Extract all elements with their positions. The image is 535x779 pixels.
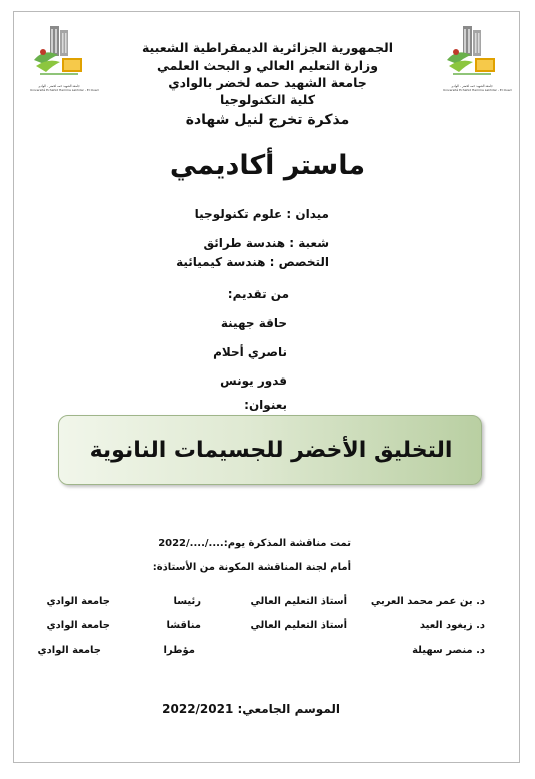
header-faculty: كلية التكنولوجيا [219, 92, 316, 107]
header-republic: الجمهورية الجزائرية الديمقراطية الشعبية [141, 40, 394, 55]
jury-2-rank: أستاذ التعليم العالي [250, 620, 347, 631]
header-university: جامعة الشهيد حمه لخضر بالوادي [168, 75, 367, 90]
jury-3-affiliation: جامعة الوادي [37, 645, 101, 656]
field-branch: شعبة : هندسة طرائق [203, 236, 329, 250]
thesis-type: مذكرة تخرج لنيل شهادة [185, 112, 350, 128]
author-3: قدور يونس [220, 374, 287, 388]
logo-caption-right: جامعة الشهيد حمه لخضر - الوادي Université Echahid Hamma Lakhdar - El Oued [443, 84, 512, 92]
jury-1-name: د. بن عمر محمد العربي [370, 596, 485, 607]
thesis-title: التخليق الأخضر للجسيمات النانوية [89, 438, 453, 463]
field-specialty: التخصص : هندسة كيميائية [176, 255, 329, 269]
jury-1-role: رئيسا [173, 596, 201, 607]
thesis-degree: ماستر أكاديمي [169, 150, 366, 181]
defense-date: تمت مناقشة المذكرة يوم:..../..../2022 [158, 538, 351, 549]
jury-2-name: د. زيغود العيد [419, 620, 485, 631]
academic-year: الموسم الجامعي: 2022/2021 [162, 702, 340, 716]
author-1: حاقة جهينة [220, 316, 287, 330]
thesis-title-box [58, 415, 482, 485]
author-2: ناصري أحلام [213, 345, 287, 359]
logo-caption-left: جامعة الشهيد حمه لخضر - الوادي Université Echahid Hamma Lakhdar - El Oued [30, 84, 99, 92]
authors-label: من تقديم: [227, 287, 289, 301]
jury-2-affiliation: جامعة الوادي [46, 620, 110, 631]
field-domain: ميدان : علوم تكنولوجيا [194, 207, 329, 221]
header-ministry: وزارة التعليم العالي و البحث العلمي [156, 58, 379, 73]
jury-1-affiliation: جامعة الوادي [46, 596, 110, 607]
jury-1-rank: أستاذ التعليم العالي [250, 596, 347, 607]
committee-line: أمام لجنة المناقشة المكونة من الأستاذة: [152, 562, 351, 573]
jury-3-role: مؤطرا [163, 645, 195, 656]
title-label: بعنوان: [244, 398, 287, 412]
jury-2-role: مناقشا [166, 620, 201, 631]
jury-3-name: د. منصر سهيلة [412, 645, 485, 656]
